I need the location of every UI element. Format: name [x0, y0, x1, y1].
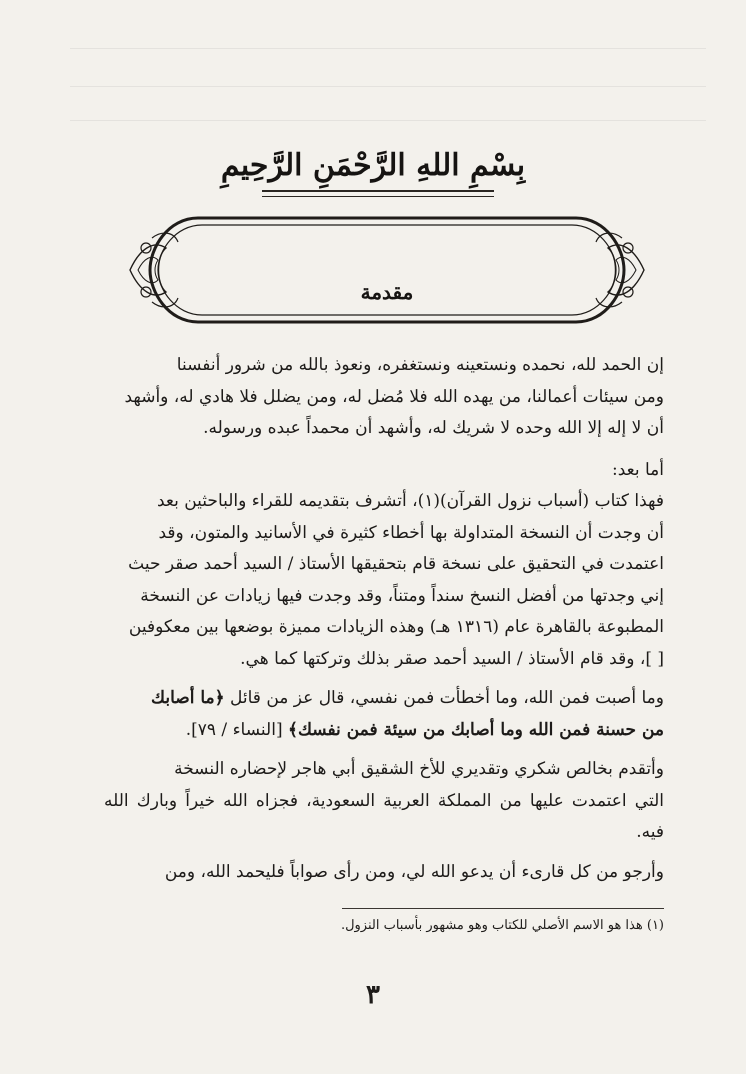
paragraph-line: فهذا كتاب (أسباب نزول القرآن)(١)، أتشرف بتقديمه للقراء والباحثين بعد [156, 491, 664, 511]
quran-reference: [النساء / ٧٩]. [185, 719, 283, 740]
paragraph-line: ومن سيئات أعمالنا، من يهده الله فلا مُضل له، ومن يضلل فلا هادي له، وأشهد [124, 386, 664, 407]
footnote: (١) هذا هو الاسم الأصلي للكتاب وهو مشهور بأسباب النزول. [340, 918, 664, 933]
paragraph-line: المطبوعة بالقاهرة عام (١٣١٦ هـ) وهذه الزيادات مميزة بوضعها بين معكوفين [128, 617, 664, 637]
paragraph-line: أن لا إله إلا الله وحده لا شريك له، وأشهد أن محمداً عبده ورسوله. [203, 418, 664, 438]
page-number: ٣ [366, 980, 380, 1010]
bleed-through-line [70, 120, 706, 121]
paragraph-text: وما أصبت فمن الله، وما أخطأت فمن نفسي، قال عز من قائل [230, 688, 664, 708]
quran-quote: ﴿ما أصابك [151, 688, 225, 708]
footnote-rule [342, 908, 664, 909]
paragraph-line: التي اعتمدت عليها من المملكة العربية السعودية، فجزاه الله خيراً وبارك الله فيه. [104, 790, 664, 842]
paragraph-line: اعتمدت في التحقيق على نسخة قام بتحقيقها الأستاذ / السيد أحمد صقر حيث [128, 554, 664, 574]
paragraph-line: إني وجدتها من أفضل النسخ سنداً ومتناً، وقد وجدت فيها زيادات عن النسخة [140, 585, 664, 606]
paragraph-line: إن الحمد لله، نحمده ونستعينه ونستغفره، ونعوذ بالله من شرور أنفسنا [176, 355, 664, 375]
paragraph-line [104, 715, 664, 747]
section-title: مقدمة [360, 280, 414, 304]
bleed-through-line [70, 86, 706, 87]
paragraph-line: أن وجدت أن النسخة المتداولة بها أخطاء كثيرة في الأسانيد والمتون، وقد [158, 522, 664, 543]
quran-quote: من حسنة فمن الله وما أصابك من سيئة فمن نفسك﴾ [287, 719, 664, 740]
paragraph-line: [ ]، وقد قام الأستاذ / السيد أحمد صقر بذلك وتركتها كما هي. [240, 648, 664, 669]
bleed-through-line [70, 48, 706, 49]
paragraph-line: وأرجو من كل قارىء أن يدعو الله لي، ومن رأى صواباً فليحمد الله، ومن [164, 861, 664, 882]
ornamental-title-frame [126, 208, 648, 332]
amma-baad-line: أما بعد: [612, 459, 664, 480]
paragraph-line [104, 683, 664, 715]
basmala-underline [262, 190, 494, 197]
ornament-border-svg [126, 208, 648, 332]
body-text [104, 350, 664, 888]
basmala-heading: بِسْمِ اللهِ الرَّحْمَنِ الرَّحِيمِ [220, 148, 526, 183]
paragraph-line: وأتقدم بخالص شكري وتقديري للأخ الشقيق أبي هاجر لإحضاره النسخة [174, 759, 664, 779]
